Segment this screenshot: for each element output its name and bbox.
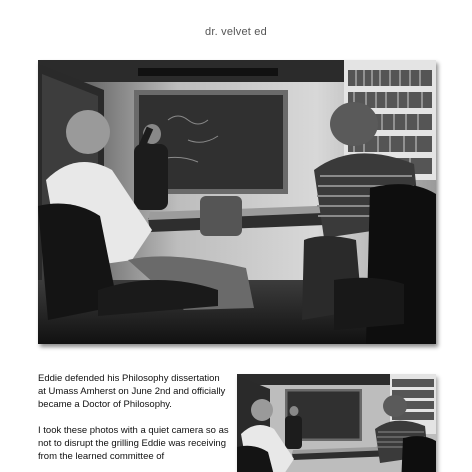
post-paragraph: Eddie defended his Philosophy dissertation at Umass Amherst on June 2nd and officially became a Doctor of Philosophy. xyxy=(38,373,226,411)
main-photo[interactable] xyxy=(38,60,436,344)
photo-scene-classroom-thumb xyxy=(237,374,436,472)
site-title[interactable]: dr. velvet ed xyxy=(205,26,267,38)
post-body xyxy=(38,372,230,472)
thumbnail-photo[interactable] xyxy=(237,374,436,472)
photo-scene-classroom xyxy=(38,60,436,344)
post-paragraph: I took these photos with a quiet camera so as not to disrupt the grilling Eddie was receiving from the learned committee of xyxy=(38,424,229,463)
